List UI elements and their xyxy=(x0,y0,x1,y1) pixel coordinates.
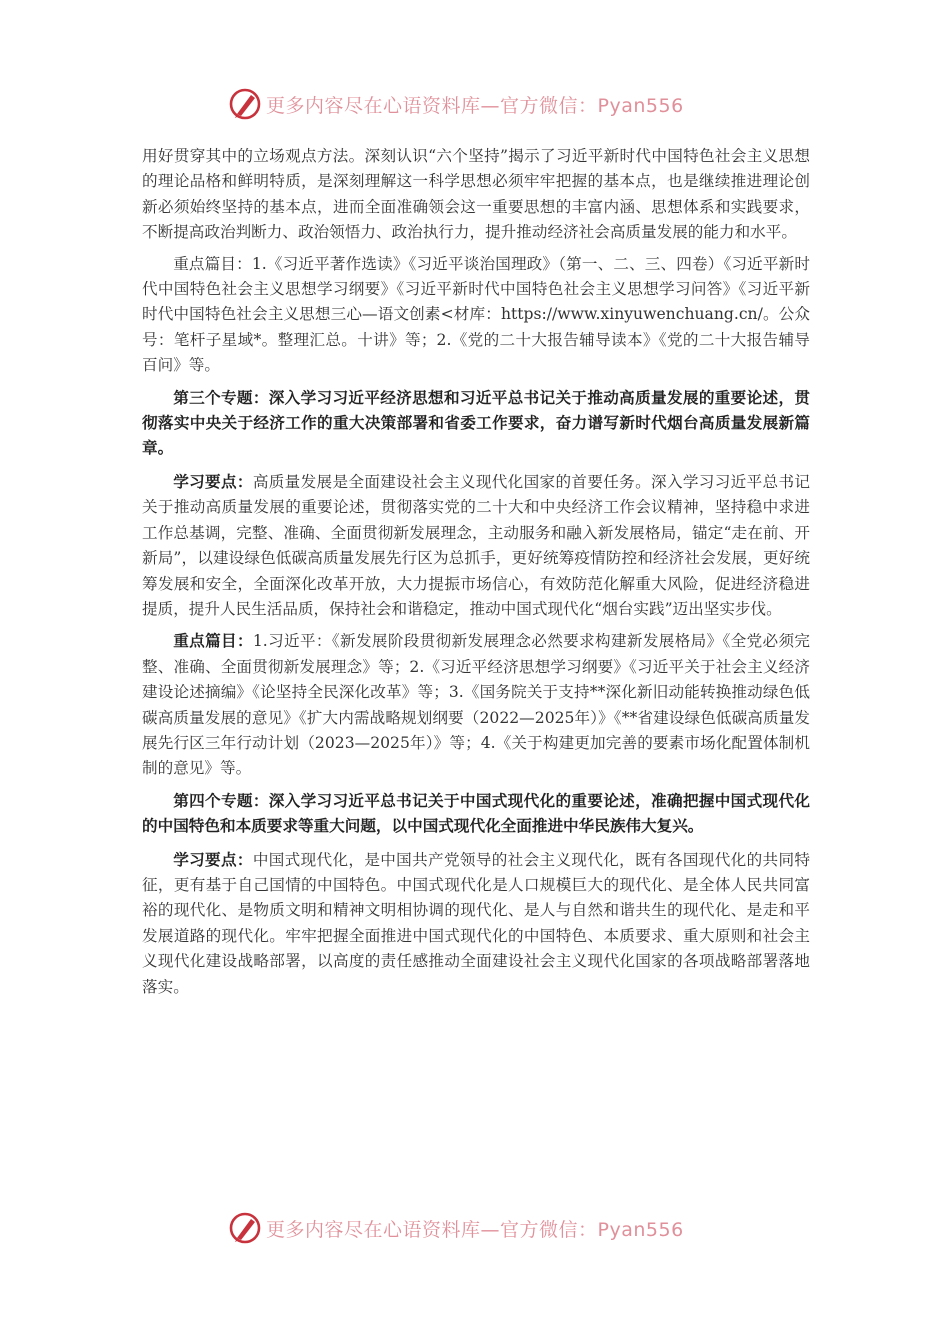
paragraph-topic-3-points xyxy=(142,469,810,622)
paragraph-intro: 用好贯穿其中的立场观点方法。深刻认识“六个坚持”揭示了习近平新时代中国特色社会主义思想的理论品格和鲜明特质，是深刻理解这一科学思想必须牢牢把握的基本点，也是继续推进理论创新必须始终坚持的基本点，进而全面准确领会这一重要思想的丰富内涵、思想体系和实践要求，不断提高政治判断力、政治领悟力、政治执行力，提升推动经济社会高质量发展的能力和水平。 xyxy=(142,147,810,242)
label-study-points: 学习要点： xyxy=(173,471,253,491)
topic-4-points-text: 中国式现代化，是中国共产党领导的社会主义现代化，既有各国现代化的共同特征，更有基于自己国情的中国特色。中国式现代化是人口规模巨大的现代化、是全体人民共同富裕的现代化、是物质文明和精神文明相协调的现代化、是人与自然和谐共生的现代化、是走和平发展道路的现代化。牢牢把握全面推进中国式现代化的中国特色、本质要求、重大原则和社会主义现代化建设战略部署，以高度的责任感推动全面建设社会主义现代化国家的各项战略部署落地落实。 xyxy=(142,850,810,996)
topic-3-heading: 第三个专题：深入学习习近平经济思想和习近平总书记关于推动高质量发展的重要论述，贯彻落实中央关于经济工作的重大决策部署和省委工作要求，奋力谱写新时代烟台高质量发展新篇章。 xyxy=(142,387,810,458)
footer-banner-text: 更多内容尽在心语资料库—官方微信：Pyan556 xyxy=(266,1218,684,1241)
label-key-readings: 重点篇目： xyxy=(173,631,253,651)
document-body xyxy=(142,144,810,1006)
topic-3-readings-text: 1.习近平：《新发展阶段贯彻新发展理念必然要求构建新发展格局》《全党必须完整、准确、全面贯彻新发展理念》等；2.《习近平经济思想学习纲要》《习近平关于社会主义经济建设论述摘编》《论坚持全民深化改革》等；3.《国务院关于支持**深化新旧动能转换推动绿色低碳高质量发展的意见》《扩大内需战略规划纲要（2022—2025年）》《**省建设绿色低碳高质量发展先行区三年行动计划（2023—2025年）》等；4.《关于构建更加完善的要素市场化配置体制机制的意见》等。 xyxy=(142,632,810,778)
topic-3-points-text: 高质量发展是全面建设社会主义现代化国家的首要任务。深入学习习近平总书记关于推动高质量发展的重要论述，贯彻落实党的二十大和中央经济工作会议精神，坚持稳中求进工作总基调，完整、准确、全面贯彻新发展理念，主动服务和融入新发展格局，锚定“走在前、开新局”，以建设绿色低碳高质量发展先行区为总抓手，更好统筹疫情防控和经济社会发展，更好统筹发展和安全，全面深化改革开放，大力提振市场信心，有效防范化解重大风险，促进经济稳进提质，提升人民生活品质，保持社会和谐稳定，推动中国式现代化“烟台实践”迈出坚实步伐。 xyxy=(142,472,810,618)
topic-4-heading: 第四个专题：深入学习习近平总书记关于中国式现代化的重要论述，准确把握中国式现代化的中国特色和本质要求等重大问题，以中国式现代化全面推进中华民族伟大复兴。 xyxy=(142,790,810,836)
paragraph-topic-3-readings xyxy=(142,628,810,781)
label-study-points: 学习要点： xyxy=(173,849,253,869)
header-banner xyxy=(228,84,728,124)
footer-banner xyxy=(228,1208,728,1248)
pen-logo-icon xyxy=(228,87,262,121)
pen-logo-icon xyxy=(228,1211,262,1245)
header-banner-text: 更多内容尽在心语资料库—官方微信：Pyan556 xyxy=(266,94,684,117)
paragraph-topic-4-points xyxy=(142,847,810,1000)
paragraph-key-readings-2: 重点篇目：1.《习近平著作选读》《习近平谈治国理政》（第一、二、三、四卷）《习近平新时代中国特色社会主义思想学习纲要》《习近平新时代中国特色社会主义思想学习问答》《习近平新时代中国特色社会主义思想三心—语文创素<材库：https://www.xinyuwenchuang.cn/。公众号：笔杆子星域*。整理汇总。十讲》等；2.《党的二十大报告辅导读本》《党的二十大报告辅导百问》等。 xyxy=(142,254,810,375)
